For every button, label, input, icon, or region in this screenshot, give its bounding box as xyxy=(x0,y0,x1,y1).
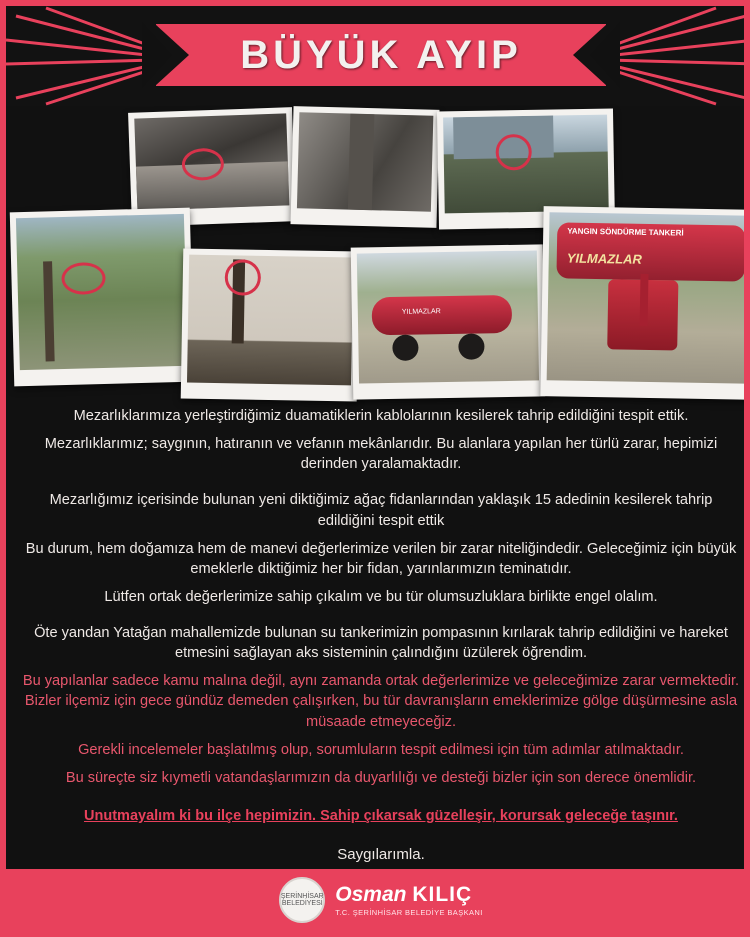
seal-text: ŞERİNHİSAR BELEDİYESİ xyxy=(280,892,324,907)
page-title: BÜYÜK AYIP xyxy=(240,32,522,77)
municipality-seal-icon xyxy=(279,877,325,923)
mayor-role: T.C. ŞERİNHİSAR BELEDİYE BAŞKANI xyxy=(335,907,483,917)
footer-signature-bar xyxy=(6,869,750,931)
photo-mezarlik-agac-fidanlari[interactable] xyxy=(10,208,194,387)
regards: Saygılarımla. xyxy=(337,845,425,863)
marker-circle-icon xyxy=(225,259,262,296)
announcement-body xyxy=(6,406,750,878)
photo-image xyxy=(443,115,609,214)
header-banner xyxy=(6,6,750,106)
photo-image: YILMAZLAR xyxy=(357,250,539,383)
paragraph-p2: Mezarlıklarımız; saygının, hatıranın ve vefanın mekânlarıdır. Bu alanlara yapılan her türlü zarar, hepimizi derinden yaralamaktadır. xyxy=(44,436,718,473)
title-ribbon xyxy=(156,24,606,86)
photo-image xyxy=(297,112,433,211)
photo-image xyxy=(16,214,188,370)
mayor-last-name: KILIÇ xyxy=(412,882,473,906)
photo-su-tankeri-pompa[interactable] xyxy=(540,206,750,400)
paragraph-p1: Mezarlıklarımıza yerleştirdiğimiz duamatiklerin kablolarının kesilerek tahrip edildiğini tespit ettik. xyxy=(73,408,689,424)
photo-su-tankeri-yandan[interactable] xyxy=(351,244,546,399)
paragraph-p4: Bu durum, hem doğamıza hem de manevi değerlerimize verilen bir zarar niteliğindedir. Geleceğimiz için büyük emeklerle diktiğimiz her bir fidan, yarınlarımızın teminatıdır. xyxy=(25,540,737,577)
paragraph-p7: Bu yapılanlar sadece kamu malına değil, aynı zamanda ortak değerlerimize ve geleceğimize zarar vermektedir. Bizler ilçemiz için gece gündüz demeden çalışırken, bu tür davranışların emeklerimize gölge düşürmesine asla müsaade etmeyeceğiz. xyxy=(22,673,740,730)
slogan: Unutmayalım ki bu ilçe hepimizin. Sahip çıkarsak güzelleşir, korursak geleceğe taşınır. xyxy=(84,807,678,824)
paragraph-p6: Öte yandan Yatağan mahallemizde bulunan su tankerimizin pompasının kırılarak tahrip edildiğini ve hareket etmesini sağlayan aks sisteminin çalındığını üzülerek öğrendim. xyxy=(34,625,728,662)
paragraph-p5: Lütfen ortak değerlerimize sahip çıkalım ve bu tür olumsuzluklara birlikte engel olalım. xyxy=(104,588,658,605)
photo-image xyxy=(187,255,353,386)
paragraph-p9: Bu süreçte siz kıymetli vatandaşlarımızın da duyarlılığı ve desteği bizler için son derece önemlidir. xyxy=(65,769,697,786)
paragraph-p3: Mezarlığımız içerisinde bulunan yeni diktiğimiz ağaç fidanlarından yaklaşık 15 adedinin kesilerek tahrip edildiğini tespit ettik xyxy=(49,492,713,529)
photo-image: YANGIN SÖNDÜRME TANKERİ YILMAZLAR xyxy=(547,212,750,384)
marker-circle-icon xyxy=(495,134,532,171)
photo-image xyxy=(134,113,289,210)
photo-duvar-dibi-kablo[interactable] xyxy=(181,248,360,401)
marker-circle-icon xyxy=(61,262,106,295)
photo-collage xyxy=(6,102,750,402)
signature-block xyxy=(335,884,482,917)
paragraph-p8: Gerekli incelemeler başlatılmış olup, sorumluların tespit edilmesi için tüm adımlar atılmaktadır. xyxy=(78,741,684,758)
mayor-first-name: Osman xyxy=(335,882,407,906)
photo-kesilmis-kablo-2[interactable] xyxy=(290,106,439,228)
